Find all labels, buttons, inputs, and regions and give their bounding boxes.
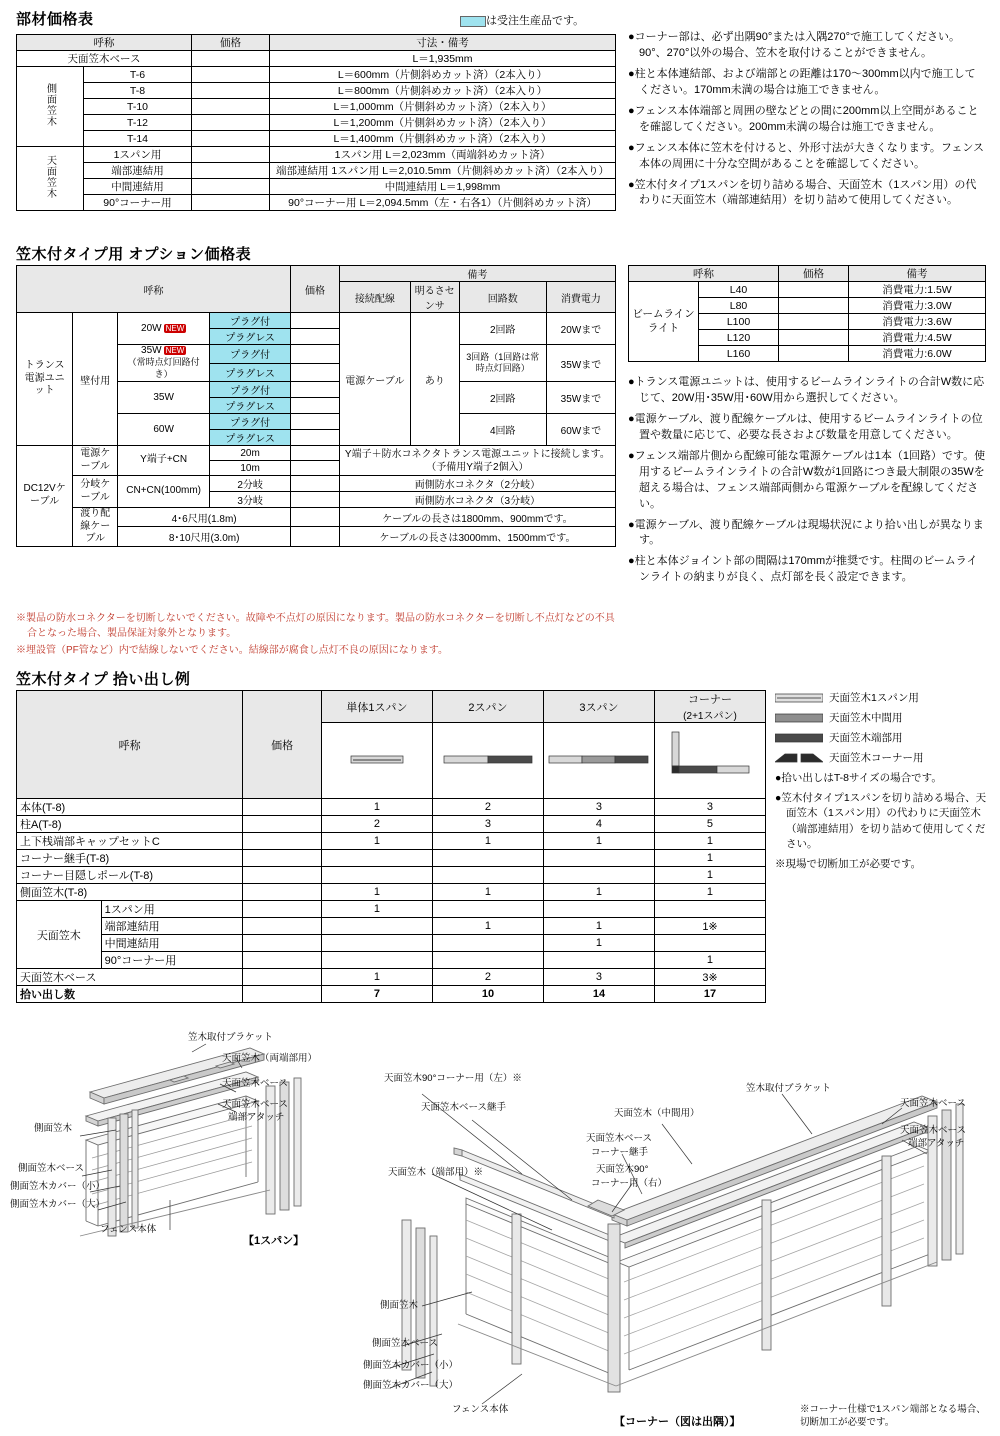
- price-cell: [192, 195, 270, 211]
- group-label-top: 天面笠木: [44, 155, 56, 199]
- kasagi-end-icon: [775, 732, 823, 744]
- price-cell: [779, 314, 849, 330]
- model-label: 20W: [141, 323, 162, 334]
- qty-cell: 1: [654, 833, 765, 850]
- note-corner: ※コーナー仕様で1スパン端部となる場合、切断加工が必要です。: [800, 1404, 986, 1428]
- cable-len: 10m: [210, 461, 291, 476]
- th-price: 価格: [291, 266, 340, 313]
- section2-warnings: [16, 612, 616, 662]
- variant-label: プラグ付: [210, 414, 291, 430]
- qty-cell: [543, 867, 654, 884]
- kasagi-middle-icon: [775, 712, 823, 724]
- price-cell: [192, 51, 270, 67]
- table-row: [17, 850, 766, 867]
- section2-title: 笠木付タイプ用 オプション価格表: [16, 246, 252, 263]
- qty-cell: 1: [654, 884, 765, 901]
- label-side-cover-large-r: 側面笠木カバー（大）: [363, 1380, 459, 1391]
- power-cell: 35Wまで: [546, 382, 615, 414]
- price-cell: [291, 398, 340, 414]
- section1-title: 部材価格表: [16, 11, 94, 28]
- group-top-kasagi: 天面笠木: [17, 901, 102, 969]
- option-price-table: [16, 265, 616, 547]
- qty-cell: [543, 850, 654, 867]
- qty-cell: 1: [654, 867, 765, 884]
- price-cell: [243, 918, 322, 935]
- note-item: ●拾い出しはT-8サイズの場合です。: [775, 772, 942, 784]
- cable-name: 8･10尺用(3.0m): [118, 527, 291, 546]
- th-name: 呼称: [17, 691, 243, 799]
- diagram-span1: [321, 723, 432, 799]
- group-branch-cable: 分岐ケーブル: [73, 476, 118, 508]
- price-cell: [243, 799, 322, 816]
- th-price: 価格: [243, 691, 322, 799]
- model-label: L160: [699, 346, 779, 362]
- label-side-kasagi-r: 側面笠木: [380, 1300, 419, 1311]
- qty-cell: [321, 867, 432, 884]
- qty-cell: 3※: [654, 969, 765, 986]
- table-row: [629, 282, 986, 298]
- row-label: コーナー継手(T-8): [17, 850, 243, 867]
- group-dc: DC12Vケーブル: [17, 446, 73, 547]
- row-label: 本体(T-8): [17, 799, 243, 816]
- table-row: 端部連結用 端部連結用 1スパン用 L＝2,010.5mm（片側斜めカット済）（2本入り）: [17, 163, 616, 179]
- qty-cell: [543, 952, 654, 969]
- table-row: [17, 867, 766, 884]
- price-cell: [291, 345, 340, 364]
- price-cell: [291, 508, 340, 527]
- table-row: [17, 476, 616, 492]
- label-side-cover-large: 側面笠木カバー（大）: [10, 1199, 106, 1210]
- variant-label: プラグ付: [210, 382, 291, 398]
- label-bracket-right: 笠木取付ブラケット: [746, 1083, 832, 1094]
- note-item: ●柱と本体連結部、および端部との距離は170～300mm以内で施工してください。170mm未満の場合は施工できません。: [628, 67, 976, 96]
- price-cell: [291, 476, 340, 492]
- qty-cell: [432, 867, 543, 884]
- qty-cell: 1: [543, 884, 654, 901]
- new-badge: NEW: [165, 323, 185, 333]
- table-row: 90°コーナー用 90°コーナー用 L＝2,094.5mm（左・右各1）（片側斜めカット済）: [17, 195, 616, 211]
- table-row: [17, 313, 616, 329]
- price-cell: [779, 282, 849, 298]
- legend-row: [775, 730, 990, 745]
- note-item: ●トランス電源ユニットは、使用するビームラインライトの合計W数に応じて、20W用･35W用･60W用から選択してください。: [628, 376, 985, 404]
- table-row: 天面笠木 1スパン用 1スパン用 L＝2,023mm（両端斜めカット済）: [17, 147, 616, 163]
- price-cell: [192, 67, 270, 83]
- qty-cell: 4: [543, 816, 654, 833]
- label-top-kasagi-base: 天面笠木ベース: [222, 1078, 289, 1089]
- table-row: [17, 446, 616, 461]
- qty-cell: 3: [543, 799, 654, 816]
- table-row: T-8 L＝800mm（片側斜めカット済）（2本入り）: [17, 83, 616, 99]
- cable-biko: ケーブルの長さは3000mm、1500mmです。: [339, 527, 615, 546]
- label-base-far-right2: 天面笠木ベース: [900, 1125, 967, 1136]
- circuits-cell: 4回路: [459, 414, 546, 446]
- circuits-cell: 2回路: [459, 382, 546, 414]
- th-spec: 寸法・備考: [270, 35, 616, 51]
- group-power-cable: 電源ケーブル: [73, 446, 118, 476]
- span3-icon: [547, 726, 651, 796]
- model-label: L120: [699, 330, 779, 346]
- cable-biko: Y端子＋防水コネクタトランス電源ユニットに接続します。（予備用Y端子2個入）: [339, 446, 615, 476]
- price-cell: [291, 363, 340, 382]
- diagram-span3: [543, 723, 654, 799]
- biko-cell: 消費電力:4.5W: [849, 330, 986, 346]
- th-sensor: 明るさセンサ: [410, 282, 459, 313]
- th-span1: 単体1スパン: [321, 691, 432, 723]
- cable-name: Y端子+CN: [118, 446, 210, 476]
- note-item: ●電源ケーブル、渡り配線ケーブルは現場状況により拾い出しが異なります。: [628, 518, 984, 547]
- biko-cell: 消費電力:1.5W: [849, 282, 986, 298]
- qty-cell: 3: [432, 816, 543, 833]
- price-cell: [291, 313, 340, 329]
- group-relay-cable: 渡り配線ケーブル: [73, 508, 118, 547]
- price-cell: [192, 163, 270, 179]
- row-label: 中間連結用: [101, 935, 243, 952]
- th-name: 呼称: [17, 266, 291, 313]
- variant-label: プラグレス: [210, 329, 291, 345]
- th-power: 消費電力: [546, 282, 615, 313]
- price-cell: [779, 346, 849, 362]
- takeoff-legend: [775, 690, 990, 877]
- label-fence-body-r: フェンス本体: [452, 1404, 509, 1415]
- kasagi-span-icon: [775, 692, 823, 704]
- label-fence-body: フェンス本体: [100, 1224, 157, 1235]
- group-wall: 壁付用: [73, 313, 118, 446]
- label-corner-left: 天面笠木90°コーナー用（左）※: [384, 1073, 522, 1084]
- new-badge: NEW: [165, 345, 185, 355]
- qty-cell: 1: [432, 833, 543, 850]
- cable-name: 4･6尺用(1.8m): [118, 508, 291, 527]
- model-label: L100: [699, 314, 779, 330]
- section3-title: 笠木付タイプ 拾い出し例: [16, 671, 191, 688]
- variant-label: プラグレス: [210, 363, 291, 382]
- qty-cell: [432, 850, 543, 867]
- price-cell: [291, 492, 340, 508]
- label-top-kasagi-end: 天面笠木（端部用）※: [388, 1167, 484, 1178]
- model-label: 60W: [118, 414, 210, 446]
- cable-len: 20m: [210, 446, 291, 461]
- price-cell: [243, 850, 322, 867]
- th-biko: 備考: [849, 266, 986, 282]
- model-label: L80: [699, 298, 779, 314]
- row-label: 端部連結用: [101, 918, 243, 935]
- table-row: 側面笠木 T-6 L＝600mm（片側斜めカット済）（2本入り）: [17, 67, 616, 83]
- price-cell: [243, 884, 322, 901]
- label-side-kasagi-base-r: 側面笠木ベース: [372, 1338, 439, 1349]
- corner-icon: [658, 726, 762, 796]
- model-label: L40: [699, 282, 779, 298]
- exploded-drawings: [0, 1020, 1000, 1436]
- th-price: 価格: [779, 266, 849, 282]
- group-trans: トランス電源ユニット: [17, 313, 73, 446]
- note-item: ●コーナー部は、必ず出隅90°または入隅270°で施工してください。90°、270°以外の場合、笠木を取付けることができません。: [628, 31, 961, 59]
- qty-cell: 2: [432, 969, 543, 986]
- qty-cell: [432, 901, 543, 918]
- section1-notes: [628, 30, 986, 214]
- th-span2: 2スパン: [432, 691, 543, 723]
- variant-label: プラグレス: [210, 398, 291, 414]
- row-label: コーナー目隠しポール(T-8): [17, 867, 243, 884]
- note-item: ●フェンス本体端部と周囲の壁などとの間に200mm以上空間があることを確認してください。200mm未満の場合は施工できません。: [628, 104, 979, 133]
- legend-row: [775, 710, 990, 725]
- drawing-one-span: [20, 1030, 400, 1260]
- qty-cell: 1: [654, 952, 765, 969]
- price-cell: [779, 298, 849, 314]
- power-cell: 60Wまで: [546, 414, 615, 446]
- warning-item: ※埋設管（PF管など）内で結線しないでください。結線部が腐食し点灯不良の原因になります。: [16, 645, 448, 656]
- price-cell: [243, 867, 322, 884]
- section-option-price: [16, 265, 616, 547]
- qty-cell: [654, 901, 765, 918]
- wiring-cell: 電源ケーブル: [339, 313, 410, 446]
- qty-cell: 2: [432, 799, 543, 816]
- label-end-attach-right: 端部アタッチ: [908, 1138, 965, 1149]
- qty-cell: [321, 918, 432, 935]
- label-side-cover-small-r: 側面笠木カバー（小）: [363, 1360, 459, 1371]
- qty-cell: 1: [654, 850, 765, 867]
- table-row: [17, 833, 766, 850]
- label-corner-right-2: コーナー用（右）: [591, 1178, 668, 1189]
- th-name: 呼称: [629, 266, 779, 282]
- total-cell: 10: [432, 986, 543, 1003]
- price-cell: [192, 179, 270, 195]
- th-corner-sub: (2+1スパン): [683, 711, 737, 722]
- qty-cell: 3: [654, 799, 765, 816]
- note-item: ●電源ケーブル、渡り配線ケーブルは、使用するビームラインライトの位置や数量に応じて、必要な長さおよび数量を用意してください。: [628, 412, 983, 441]
- variant-label: プラグ付: [210, 313, 291, 329]
- label-top-kasagi-base2: 天面笠木ベース: [222, 1099, 289, 1110]
- label-top-kasagi-both: 天面笠木（両端部用）: [222, 1053, 318, 1064]
- note-item: ●フェンス本体に笠木を付けると、外形寸法が大きくなります。フェンス本体の周囲に十分な空間があることを確認してください。: [628, 141, 985, 170]
- label-side-kasagi-base: 側面笠木ベース: [18, 1163, 85, 1174]
- cable-biko: 両側防水コネクタ（3分岐）: [339, 492, 615, 508]
- th-name: 呼称: [17, 35, 192, 51]
- table-row: [17, 508, 616, 527]
- qty-cell: 2: [321, 816, 432, 833]
- price-cell: [291, 382, 340, 398]
- price-cell: [243, 935, 322, 952]
- qty-cell: 3: [543, 969, 654, 986]
- price-cell: [192, 99, 270, 115]
- table-row-total: [17, 986, 766, 1003]
- label-corner-right-1: 天面笠木90°: [596, 1164, 649, 1175]
- caption-one-span: 【1スパン】: [243, 1235, 305, 1247]
- qty-cell: [321, 850, 432, 867]
- price-cell: [192, 147, 270, 163]
- variant-label: プラグレス: [210, 430, 291, 446]
- row-label: 側面笠木(T-8): [17, 884, 243, 901]
- note-item: ●笠木付タイプ1スパンを切り詰める場合、天面笠木（1スパン用）の代わりに天面笠木（端部連結用）を切り詰めて使用してください。: [628, 178, 977, 207]
- price-cell: [192, 131, 270, 147]
- label-top-kasagi-middle: 天面笠木（中間用）: [614, 1108, 700, 1119]
- price-cell: [243, 952, 322, 969]
- table-row: [17, 918, 766, 935]
- table-row: [17, 935, 766, 952]
- cable-biko: ケーブルの長さは1800mm、900mmです。: [339, 508, 615, 527]
- cable-len: 2分岐: [210, 476, 291, 492]
- price-cell: [291, 329, 340, 345]
- biko-cell: 消費電力:6.0W: [849, 346, 986, 362]
- total-cell: 7: [321, 986, 432, 1003]
- label-base-right: 天面笠木ベース: [586, 1133, 653, 1144]
- qty-cell: 1: [321, 969, 432, 986]
- circuits-cell: 3回路（1回路は常時点灯回路）: [459, 345, 546, 382]
- legend-label: 天面笠木中間用: [829, 712, 903, 724]
- qty-cell: [543, 901, 654, 918]
- diagram-corner: [654, 723, 765, 799]
- price-cell: [291, 430, 340, 446]
- total-cell: 17: [654, 986, 765, 1003]
- legend-label: 天面笠木1スパン用: [829, 692, 919, 704]
- qty-cell: 1: [432, 884, 543, 901]
- table-row: [17, 969, 766, 986]
- row-label: 90°コーナー用: [101, 952, 243, 969]
- table-row: T-14 L＝1,400mm（片側斜めカット済）（2本入り）: [17, 131, 616, 147]
- th-corner: コーナー (2+1スパン): [654, 691, 765, 723]
- note-item: ●柱と本体ジョイント部の間隔は170mmが推奨です。柱間のビームラインライトの納まりが良く、点灯部を長く設定できます。: [628, 555, 978, 584]
- price-cell: [243, 986, 322, 1003]
- diagram-span2: [432, 723, 543, 799]
- table-row: T-12 L＝1,200mm（片側斜めカット済）（2本入り）: [17, 115, 616, 131]
- section2b-notes: [628, 375, 986, 591]
- label-side-cover-small: 側面笠木カバー（小）: [10, 1181, 106, 1192]
- price-cell: [291, 446, 340, 461]
- qty-cell: [321, 935, 432, 952]
- row-label-total: 拾い出し数: [17, 986, 243, 1003]
- qty-cell: 1: [543, 935, 654, 952]
- label-base-joint: 天面笠木ベース継手: [421, 1102, 507, 1113]
- price-cell: [291, 414, 340, 430]
- qty-cell: 1: [432, 918, 543, 935]
- qty-cell: [321, 952, 432, 969]
- takeoff-table: [16, 690, 766, 1003]
- label-side-kasagi: 側面笠木: [34, 1123, 73, 1134]
- qty-cell: [432, 952, 543, 969]
- qty-cell: [654, 935, 765, 952]
- circuits-cell: 2回路: [459, 313, 546, 345]
- row-label: 柱A(T-8): [17, 816, 243, 833]
- section-takeoff-example: [16, 690, 766, 1003]
- note-item: ※現場で切断加工が必要です。: [775, 858, 922, 871]
- parts-price-table: [16, 34, 616, 211]
- total-cell: 14: [543, 986, 654, 1003]
- qty-cell: 1: [543, 918, 654, 935]
- span2-icon: [436, 726, 540, 796]
- table-row: [17, 816, 766, 833]
- kasagi-corner-icon: [775, 752, 823, 764]
- legend-row: [775, 750, 990, 765]
- row-label: 1スパン用: [101, 901, 243, 918]
- legend-label: 天面笠木端部用: [829, 732, 903, 744]
- th-circuits: 回路数: [459, 282, 546, 313]
- table-row: [17, 952, 766, 969]
- qty-cell: 1: [321, 901, 432, 918]
- label-end-attach: 端部アタッチ: [228, 1112, 285, 1123]
- cable-biko: 両側防水コネクタ（2分岐）: [339, 476, 615, 492]
- price-cell: [192, 83, 270, 99]
- qty-cell: 1: [321, 884, 432, 901]
- section-parts-price: [16, 8, 616, 211]
- legend-notes: [775, 771, 990, 872]
- biko-cell: 消費電力:3.6W: [849, 314, 986, 330]
- power-cell: 35Wまで: [546, 345, 615, 382]
- qty-cell: [432, 935, 543, 952]
- legend-row: [775, 690, 990, 705]
- biko-cell: 消費電力:3.0W: [849, 298, 986, 314]
- warning-item: ※製品の防水コネクターを切断しないでください。故障や不点灯の原因になります。製品の防水コネクターを切断し不点灯などの不具合となった場合、製品保証対象外となります。: [16, 613, 615, 639]
- table-row: 中間連結用 中間連結用 L＝1,998mm: [17, 179, 616, 195]
- beamline-price-table: [628, 265, 986, 362]
- model-sub: （常時点灯回路付き）: [127, 357, 200, 379]
- price-cell: [779, 330, 849, 346]
- price-cell: [291, 527, 340, 546]
- cable-name: CN+CN(100mm): [118, 476, 210, 508]
- model-label: 35W: [118, 382, 210, 414]
- variant-label: プラグ付: [210, 345, 291, 364]
- span1-icon: [325, 726, 429, 796]
- th-price: 価格: [192, 35, 270, 51]
- price-cell: [192, 115, 270, 131]
- qty-cell: 1: [321, 799, 432, 816]
- group-beamline: ビームラインライト: [629, 282, 699, 362]
- qty-cell: 1: [543, 833, 654, 850]
- price-cell: [243, 816, 322, 833]
- price-cell: [243, 969, 322, 986]
- label-base-far-right: 天面笠木ベース: [900, 1098, 967, 1109]
- caption-corner: 【コーナー（図は出隅）】: [614, 1416, 741, 1428]
- note-item: ●フェンス端部片側から配線可能な電源ケーブルは1本（1回路）です。使用するビームラインライトの合計W数が1回路につき最大制限の35Wを超える場合は、フェンス端部両側から電源ケーブルを配線してください。: [628, 449, 986, 510]
- qty-cell: 1: [321, 833, 432, 850]
- note-item: ●笠木付タイプ1スパンを切り詰める場合、天面笠木（1スパン用）の代わりに天面笠木（端部連結用）を切り詰めて使用してください。: [775, 792, 987, 850]
- row-label: 上下桟端部キャップセットC: [17, 833, 243, 850]
- power-cell: 20Wまで: [546, 313, 615, 345]
- th-biko: 備考: [339, 266, 615, 282]
- th-span3: 3スパン: [543, 691, 654, 723]
- qty-cell: 5: [654, 816, 765, 833]
- price-cell: [243, 833, 322, 850]
- legend-label: 天面笠木コーナー用: [829, 752, 924, 764]
- th-wiring: 接続配線: [339, 282, 410, 313]
- row-label: 天面笠木ベース: [17, 969, 243, 986]
- section-beamline-price: [628, 265, 986, 362]
- table-row: [17, 901, 766, 918]
- table-row: [17, 884, 766, 901]
- label-bracket: 笠木取付ブラケット: [188, 1032, 274, 1043]
- table-row: T-10 L＝1,000mm（片側斜めカット済）（2本入り）: [17, 99, 616, 115]
- label-corner-joint: コーナー継手: [591, 1147, 649, 1158]
- model-label: 35W: [141, 345, 162, 356]
- price-cell: [243, 901, 322, 918]
- price-cell: [291, 461, 340, 476]
- cyan-legend: は受注生産品です。: [460, 12, 584, 28]
- cable-len: 3分岐: [210, 492, 291, 508]
- group-label-side: 側面笠木: [44, 83, 56, 127]
- table-row: [17, 799, 766, 816]
- qty-cell: 1※: [654, 918, 765, 935]
- table-row: 天面笠木ベース L＝1,935mm: [17, 51, 616, 67]
- sensor-cell: あり: [410, 313, 459, 446]
